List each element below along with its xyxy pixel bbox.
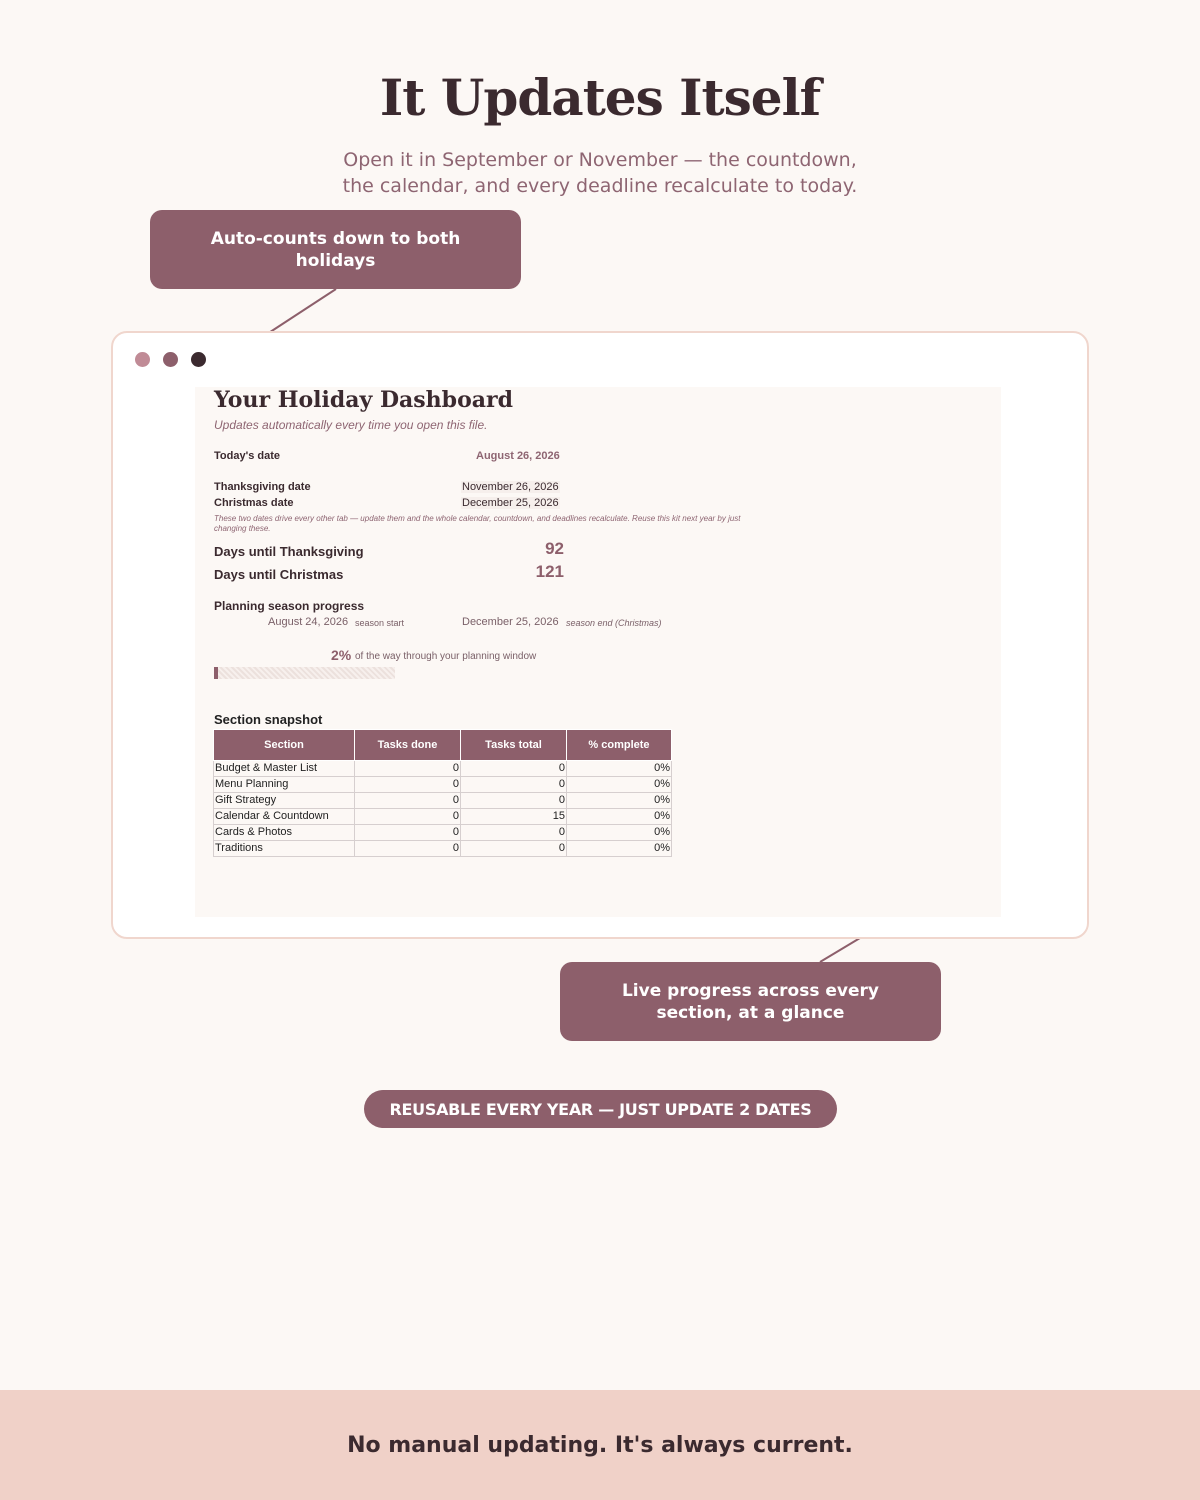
- days-thanksgiving-value: 92: [545, 539, 564, 558]
- section-cell[interactable]: Budget & Master List: [214, 761, 355, 777]
- percent-complete-cell[interactable]: 0%: [567, 841, 672, 857]
- section-snapshot-table: [213, 729, 672, 857]
- page-subtitle: Open it in September or November — the countdown, the calendar, and every deadline recalculate to today.: [342, 149, 858, 197]
- tasks-total-cell[interactable]: 0: [461, 777, 567, 793]
- callout-countdown: Auto-counts down to both holidays: [150, 210, 521, 289]
- tasks-total-cell[interactable]: 0: [461, 841, 567, 857]
- days-christmas-value: 121: [535, 562, 564, 581]
- tasks-done-cell[interactable]: 0: [355, 761, 461, 777]
- table-row: [214, 825, 672, 841]
- dates-note: These two dates drive every other tab — update them and the whole calendar, countdown, and deadlines recalculate. Reuse this kit next year by just changing these.: [214, 514, 741, 533]
- section-cell[interactable]: Calendar & Countdown: [214, 809, 355, 825]
- season-end-date: December 25, 2026: [462, 616, 559, 628]
- tasks-done-cell[interactable]: 0: [355, 841, 461, 857]
- section-cell[interactable]: Cards & Photos: [214, 825, 355, 841]
- percent-complete-cell[interactable]: 0%: [567, 777, 672, 793]
- tasks-done-cell[interactable]: 0: [355, 809, 461, 825]
- progress-percent: 2%: [331, 647, 352, 663]
- window-dot-icon: [191, 352, 206, 367]
- tasks-total-cell[interactable]: 0: [461, 793, 567, 809]
- percent-complete-cell[interactable]: 0%: [567, 761, 672, 777]
- callout-progress: Live progress across every section, at a glance: [560, 962, 941, 1041]
- progress-label: Planning season progress: [214, 599, 365, 613]
- column-header: Tasks total: [461, 730, 567, 761]
- section-cell[interactable]: Gift Strategy: [214, 793, 355, 809]
- footer-text: No manual updating. It's always current.: [347, 1432, 853, 1458]
- table-row: [214, 809, 672, 825]
- tasks-done-cell[interactable]: 0: [355, 793, 461, 809]
- dashboard-subtitle: Updates automatically every time you open this file.: [214, 418, 488, 432]
- table-header-row: [214, 730, 672, 761]
- page-title: It Updates Itself: [379, 68, 821, 127]
- window-dot-icon: [163, 352, 178, 367]
- christmas-date-input[interactable]: December 25, 2026: [462, 497, 559, 509]
- column-header: Tasks done: [355, 730, 461, 761]
- tasks-done-cell[interactable]: 0: [355, 777, 461, 793]
- reusable-badge: REUSABLE EVERY YEAR — JUST UPDATE 2 DATES: [364, 1090, 837, 1128]
- table-row: [214, 793, 672, 809]
- percent-complete-cell[interactable]: 0%: [567, 825, 672, 841]
- thanksgiving-date-input[interactable]: November 26, 2026: [462, 481, 559, 493]
- tasks-total-cell[interactable]: 0: [461, 761, 567, 777]
- footer-band: [0, 1390, 1200, 1500]
- tasks-total-cell[interactable]: 15: [461, 809, 567, 825]
- column-header: % complete: [567, 730, 672, 761]
- season-end-caption: season end (Christmas): [566, 618, 662, 628]
- percent-complete-cell[interactable]: 0%: [567, 793, 672, 809]
- window-dot-icon: [135, 352, 150, 367]
- section-cell[interactable]: Traditions: [214, 841, 355, 857]
- season-start-caption: season start: [355, 618, 405, 628]
- section-cell[interactable]: Menu Planning: [214, 777, 355, 793]
- app-window: [111, 331, 1089, 939]
- column-header: Section: [214, 730, 355, 761]
- today-value: August 26, 2026: [476, 450, 560, 462]
- today-label: Today's date: [214, 450, 280, 462]
- christmas-label: Christmas date: [214, 497, 294, 509]
- table-row: [214, 777, 672, 793]
- snapshot-title: Section snapshot: [214, 712, 323, 727]
- season-start-date: August 24, 2026: [268, 616, 349, 628]
- thanksgiving-label: Thanksgiving date: [214, 481, 311, 493]
- progress-fill: [214, 667, 218, 679]
- tasks-total-cell[interactable]: 0: [461, 825, 567, 841]
- progress-bar: [214, 667, 395, 679]
- days-thanksgiving-label: Days until Thanksgiving: [214, 544, 364, 559]
- spreadsheet: [195, 387, 1001, 917]
- days-christmas-label: Days until Christmas: [214, 567, 344, 582]
- progress-caption: of the way through your planning window: [355, 651, 537, 662]
- tasks-done-cell[interactable]: 0: [355, 825, 461, 841]
- percent-complete-cell[interactable]: 0%: [567, 809, 672, 825]
- table-row: [214, 841, 672, 857]
- table-row: [214, 761, 672, 777]
- dashboard-title: Your Holiday Dashboard: [214, 387, 513, 413]
